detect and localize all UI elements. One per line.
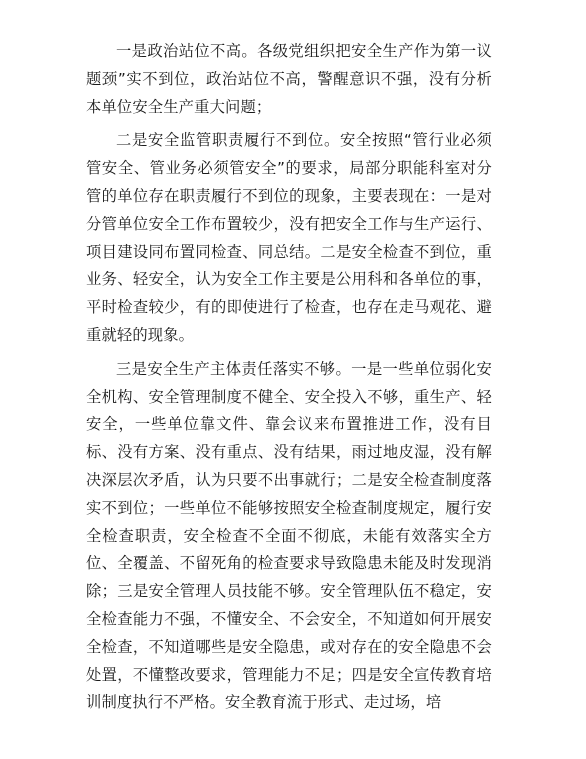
document-body (86, 38, 492, 723)
paragraph-supervision-duties: 二是安全监管职责履行不到位。安全按照“管行业必须管安全、管业务必须管安全”的要求，局部分职能科室对分管的单位存在职责履行不到位的现象，主要表现在：一是对分管单位安全工作布置较少，没有把安全工作与生产运行、项目建设同布置同检查、同总结。二是安全检查不到位，重业务、轻安全，认为安全工作主要是公用科和各单位的事，平时检查较少，有的即使进行了检查，也存在走马观花、避重就轻的现象。 (86, 131, 492, 344)
paragraph-political-stance: 一是政治站位不高。各级党组织把安全生产作为第一议题颈”实不到位，政治站位不高，警醒意识不强，没有分析本单位安全生产重大问题； (86, 42, 492, 116)
paragraph-main-responsibility: 三是安全生产主体责任落实不够。一是一些单位弱化安全机构、安全管理制度不健全、安全投入不够，重生产、轻安全，一些单位靠文件、靠会议来布置推进工作，没有目标、没有方案、没有重点、没有结果，雨过地皮湿，没有解决深层次矛盾，认为只要不出事就行；二是安全检查制度落实不到位；一些单位不能够按照安全检查制度规定，履行安全检查职责，安全检查不全面不彻底，未能有效落实全方位、全覆盖、不留死角的检查要求导致隐患未能及时发现消除；三是安全管理人员技能不够。安全管理队伍不稳定，安全检查能力不强，不懂安全、不会安全，不知道如何开展安全检查，不知道哪些是安全隐患，或对存在的安全隐患不会处置，不懂整改要求，管理能力不足；四是安全宣传教育培训制度执行不严格。安全教育流于形式、走过场，培 (86, 359, 492, 712)
